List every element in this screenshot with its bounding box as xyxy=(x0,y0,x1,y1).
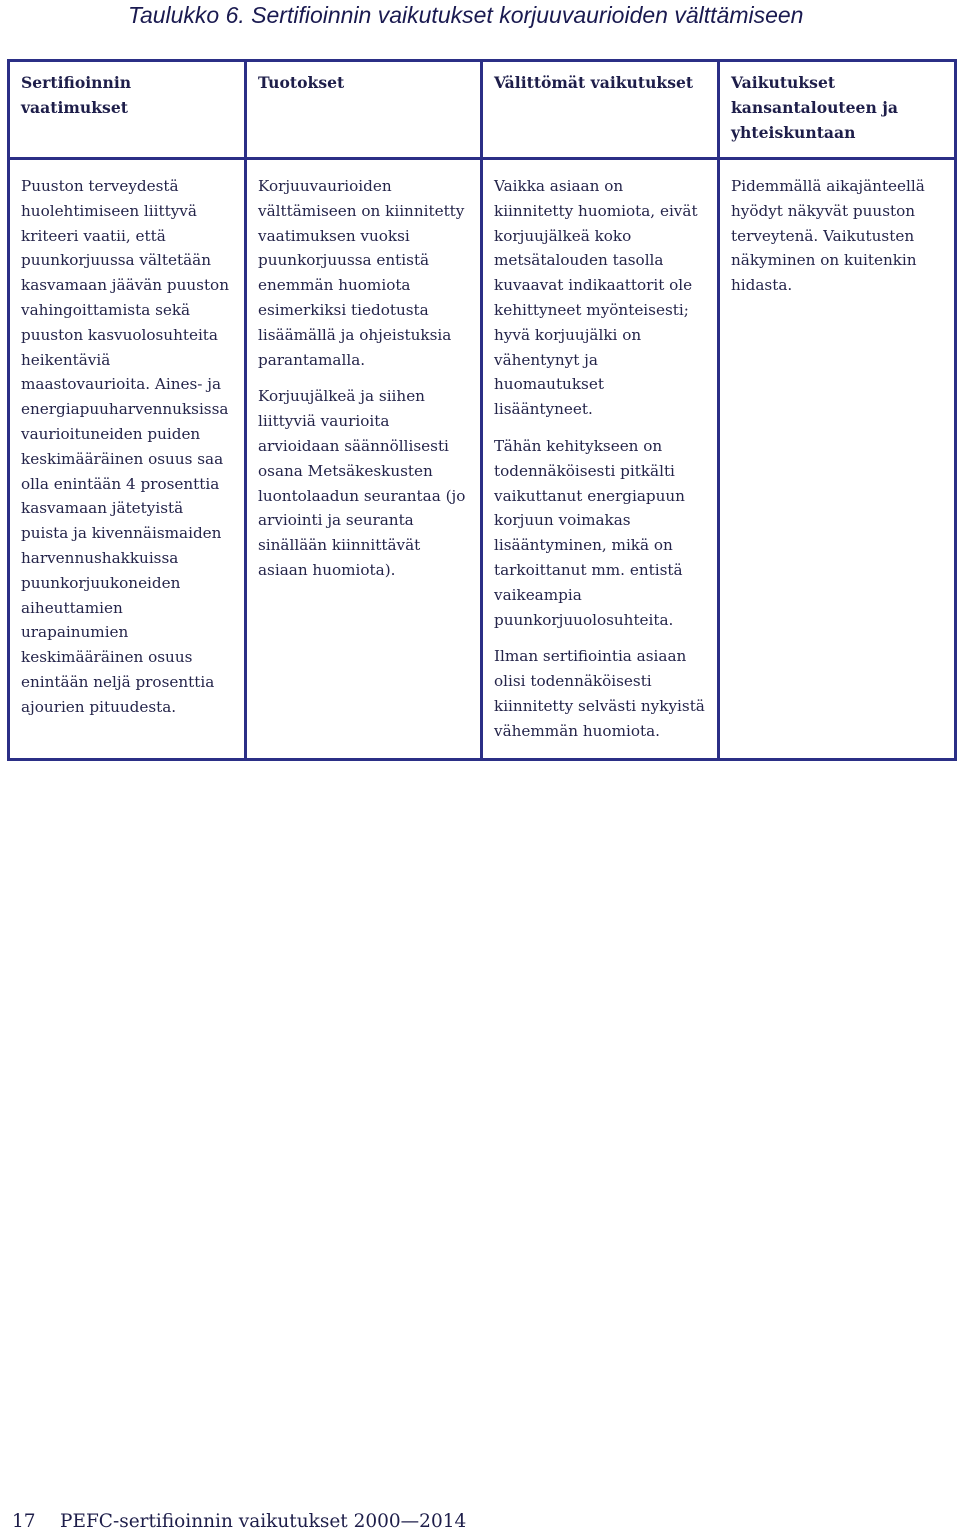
header-requirements: Sertifioinnin vaatimukset xyxy=(9,61,246,159)
direct-effects-paragraph: Tähän kehitykseen on todennäköisesti pitkälti vaikuttanut energiapuun korjuun voimakas lisääntyminen, mikä on tarkoittanut mm. entistä vaikeampia puunkorjuuolosuhteita. xyxy=(494,436,685,629)
cell-requirements xyxy=(9,159,246,760)
page-footer xyxy=(12,1510,466,1534)
cell-direct-effects xyxy=(482,159,719,760)
cell-societal-effects xyxy=(719,159,956,760)
direct-effects-paragraph: Ilman sertifiointia asiaan olisi todennäköisesti kiinnitetty selvästi nykyistä vähemmän huomiota. xyxy=(494,647,705,740)
table-header-row xyxy=(9,61,956,159)
footer-title: PEFC-sertifioinnin vaikutukset 2000—2014 xyxy=(60,1511,467,1532)
requirements-paragraph: Puuston terveydestä huolehtimiseen liittyvä kriteeri vaatii, että puunkorjuussa vältetään kasvamaan jäävän puuston vahingoittamista sekä puuston kasvuolosuhteita heikentäviä maastovaurioita. Aines- ja energiapuuharvennuksissa vaurioituneiden puiden keskimääräinen osuus saa olla enintään 4 prosenttia kasvamaan jätetyistä puista ja kivennäismaiden harvennushakkuissa puunkorjuukoneiden aiheuttamien urapainumien keskimääräinen osuus enintään neljä prosenttia ajourien pituudesta. xyxy=(21,177,229,716)
page-number: 17 xyxy=(12,1511,36,1532)
certification-impact-table xyxy=(7,59,957,761)
outputs-paragraph: Korjuuvaurioiden välttämiseen on kiinnitetty vaatimuksen vuoksi puunkorjuussa entistä enemmän huomiota esimerkiksi tiedotusta lisäämällä ja ohjeistuksia parantamalla. xyxy=(258,177,465,369)
societal-effects-paragraph: Pidemmällä aikajänteellä hyödyt näkyvät puuston terveytenä. Vaikutusten näkyminen on kuitenkin hidasta. xyxy=(731,177,925,295)
header-outputs: Tuotokset xyxy=(246,61,482,159)
header-direct-effects: Välittömät vaikutukset xyxy=(482,61,719,159)
cell-outputs xyxy=(246,159,482,760)
table-caption: Taulukko 6. Sertifioinnin vaikutukset korjuuvaurioiden välttämiseen xyxy=(128,2,804,28)
header-societal-effects: Vaikutukset kansantalouteen ja yhteiskuntaan xyxy=(719,61,956,159)
outputs-paragraph: Korjuujälkeä ja siihen liittyviä vaurioita arvioidaan säännöllisesti osana Metsäkeskusten luontolaadun seurantaa (jo arviointi ja seuranta sinällään kiinnittävät asiaan huomiota). xyxy=(258,387,466,579)
direct-effects-paragraph: Vaikka asiaan on kiinnitetty huomiota, eivät korjuujälkeä koko metsätalouden tasolla kuvaavat indikaattorit ole kehittyneet myönteisesti; hyvä korjuujälki on vähentynyt ja huomautukset lisääntyneet. xyxy=(494,177,698,419)
table-row xyxy=(9,159,956,760)
